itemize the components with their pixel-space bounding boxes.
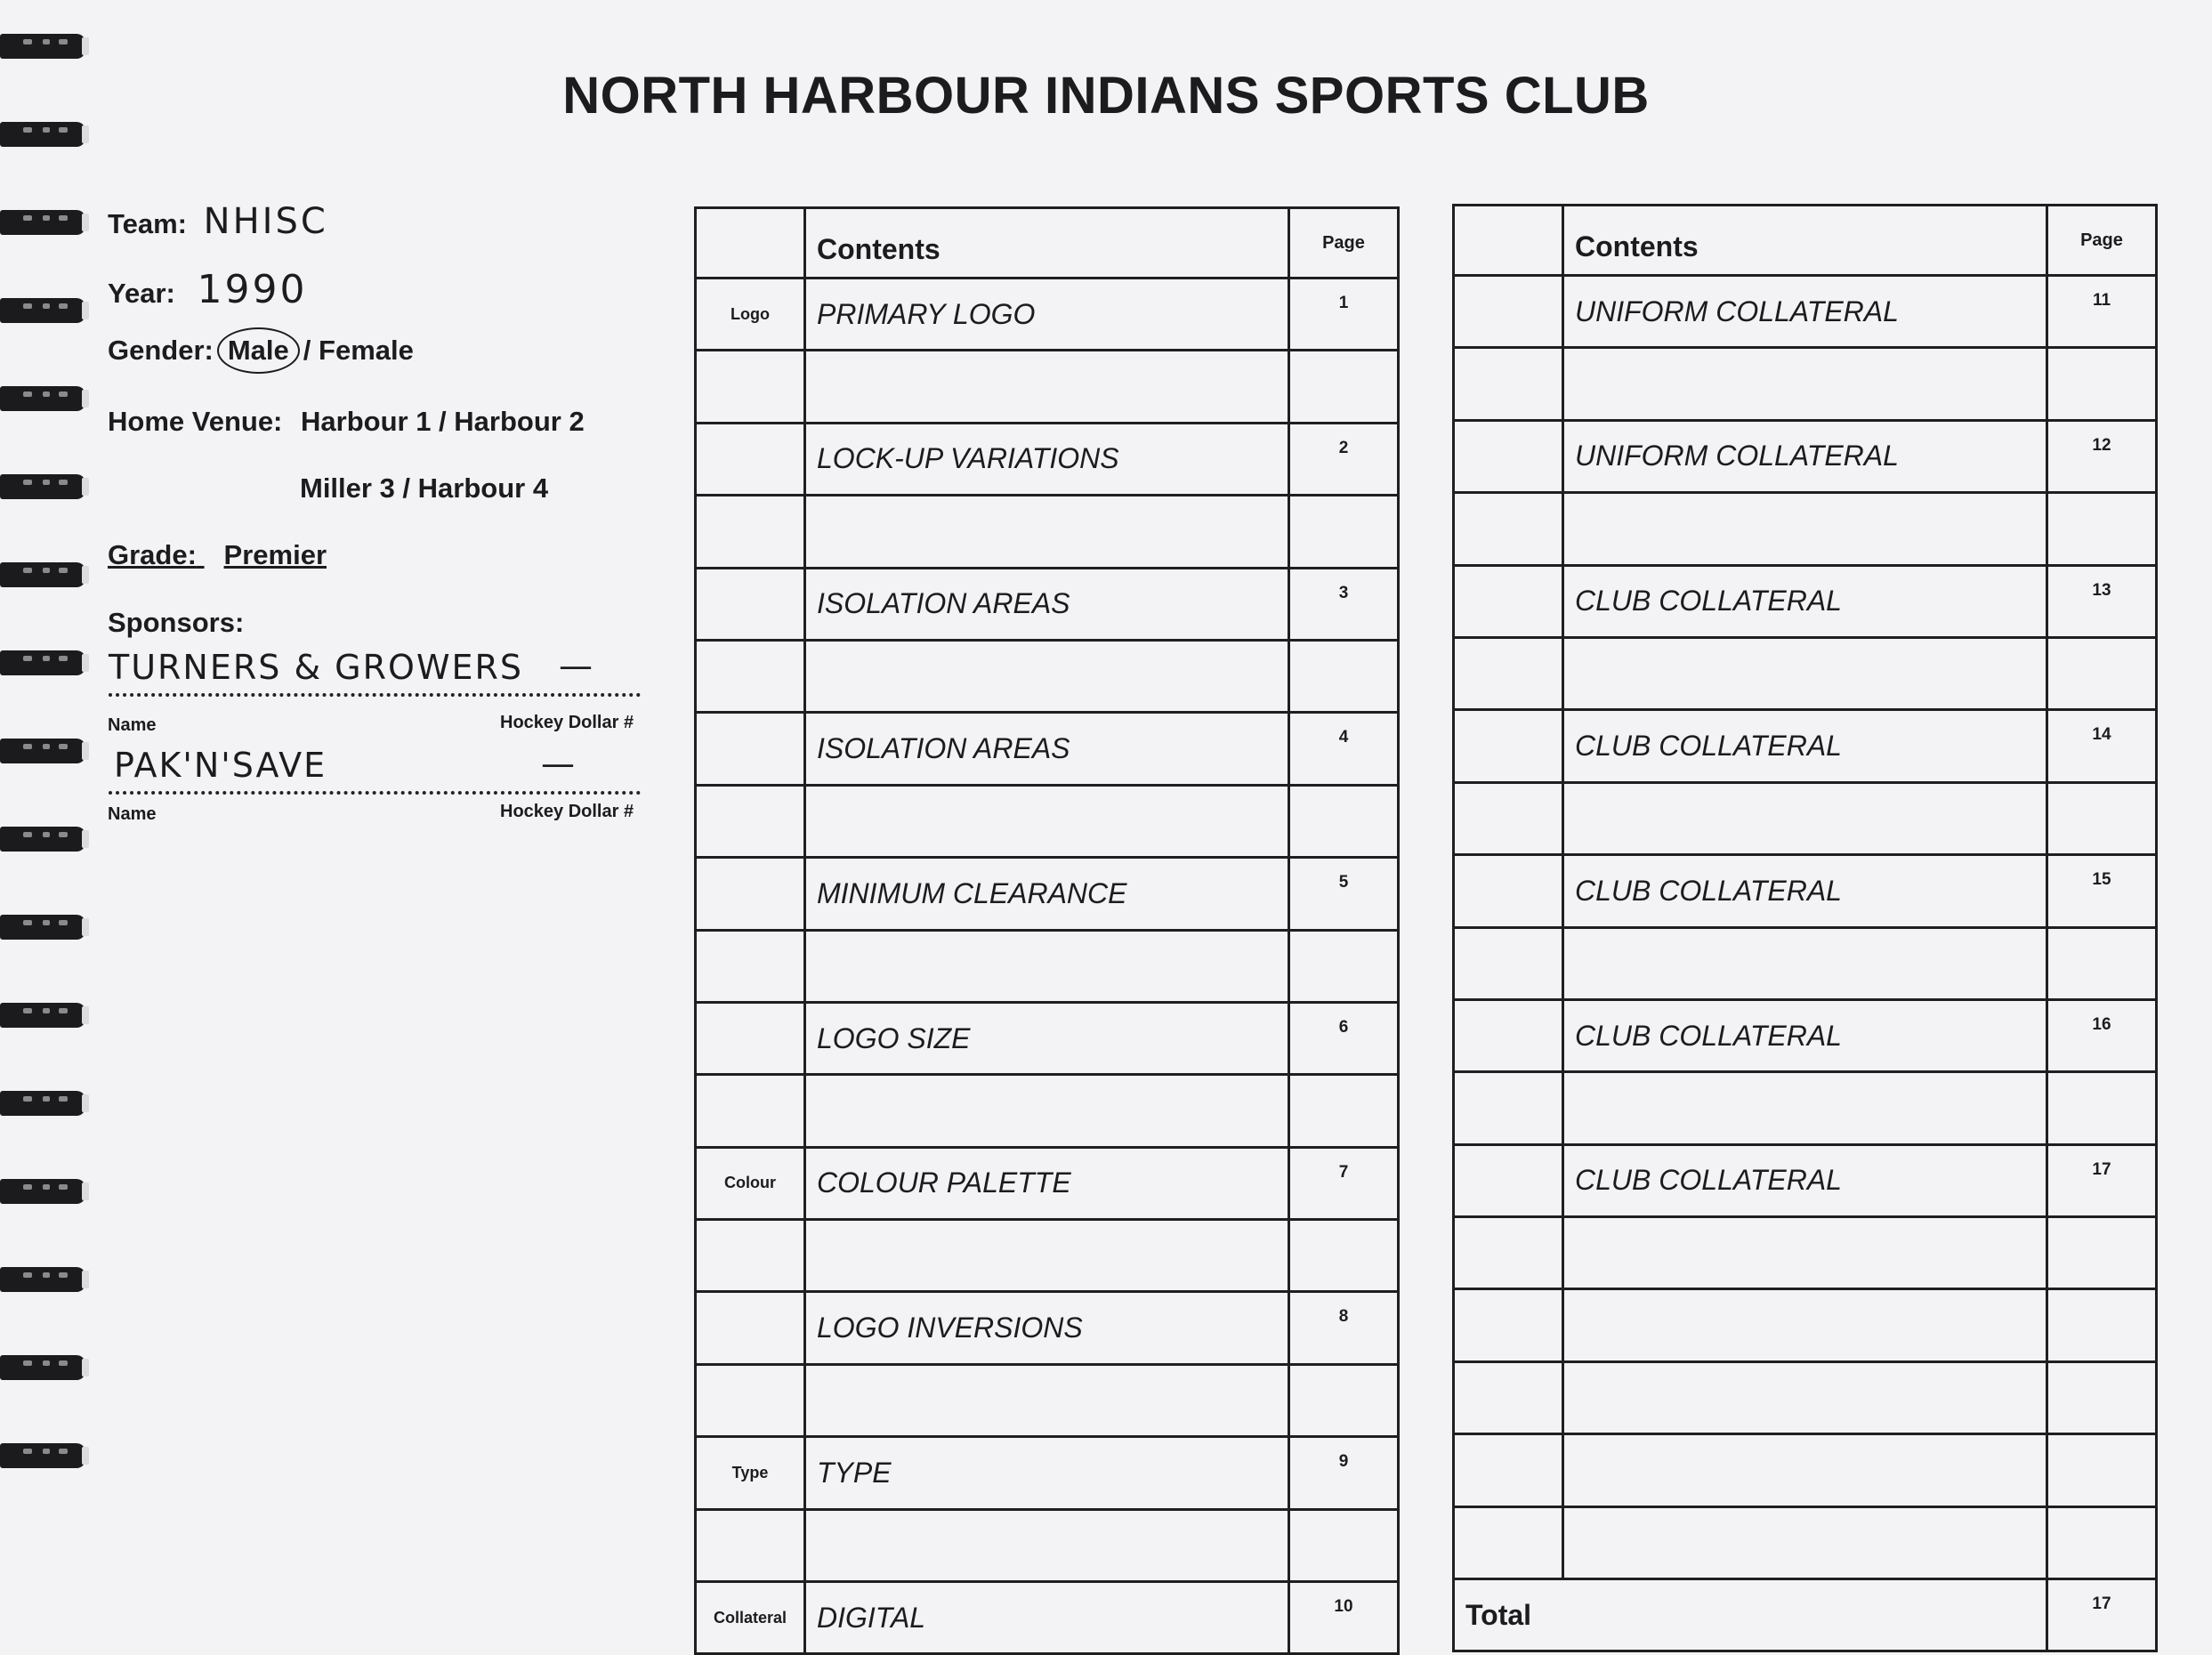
spiral-ring <box>0 1172 91 1209</box>
section-label <box>696 568 805 640</box>
page-number <box>2047 927 2157 999</box>
contents-cell: PRIMARY LOGO <box>805 279 1289 351</box>
table-row <box>696 785 1399 857</box>
team-value: NHISC <box>203 201 328 242</box>
page-number: 13 <box>2047 565 2157 637</box>
sponsor-2-line <box>109 791 641 795</box>
page-number <box>1289 640 1399 712</box>
contents-cell <box>1563 927 2047 999</box>
table-row <box>696 1220 1399 1292</box>
table-row <box>696 713 1399 785</box>
header-contents: Contents <box>805 208 1289 279</box>
spiral-ring <box>0 996 91 1033</box>
section-label <box>1454 855 1563 927</box>
table-row <box>1454 1289 2157 1361</box>
section-label <box>1454 1289 1563 1361</box>
section-label <box>696 930 805 1002</box>
table-row <box>696 1292 1399 1364</box>
table-row <box>696 1002 1399 1074</box>
total-label: Total <box>1454 1579 2047 1651</box>
contents-cell <box>805 351 1289 423</box>
contents-cell <box>805 640 1289 712</box>
table-row <box>1454 493 2157 565</box>
table-row <box>696 496 1399 568</box>
contents-cell <box>1563 1434 2047 1506</box>
section-label <box>1454 999 1563 1071</box>
table-row <box>696 279 1399 351</box>
contents-cell <box>805 496 1289 568</box>
table-row <box>1454 1072 2157 1144</box>
table-header-row <box>1454 206 2157 276</box>
table-row <box>1454 565 2157 637</box>
page-number: 15 <box>2047 855 2157 927</box>
page-number: 16 <box>2047 999 2157 1071</box>
page-number <box>2047 1506 2157 1578</box>
section-label <box>1454 276 1563 348</box>
sponsor-1-line <box>109 693 641 697</box>
spiral-binding <box>0 0 98 1519</box>
grade-label: Grade: <box>108 539 197 570</box>
contents-cell: ISOLATION AREAS <box>805 713 1289 785</box>
gender-label: Gender: <box>108 335 214 366</box>
sponsor-2-name: PAK'N'SAVE <box>114 746 327 785</box>
page-number <box>2047 1361 2157 1433</box>
page-number <box>2047 1072 2157 1144</box>
page-number <box>2047 1434 2157 1506</box>
page-number: 17 <box>2047 1144 2157 1216</box>
contents-cell: LOGO INVERSIONS <box>805 1292 1289 1364</box>
section-label <box>696 423 805 495</box>
page-number <box>2047 1289 2157 1361</box>
table-row <box>696 1509 1399 1581</box>
contents-cell <box>805 1364 1289 1436</box>
page-number <box>1289 496 1399 568</box>
contents-cell <box>1563 1072 2047 1144</box>
total-page: 17 <box>2047 1579 2157 1651</box>
page-number <box>2047 637 2157 709</box>
table-row <box>696 1582 1399 1654</box>
table-row <box>1454 855 2157 927</box>
gender-row <box>108 327 414 374</box>
team-row <box>108 201 328 242</box>
contents-cell: CLUB COLLATERAL <box>1563 999 2047 1071</box>
table-row <box>1454 1361 2157 1433</box>
table-row <box>1454 1144 2157 1216</box>
page-number: 6 <box>1289 1002 1399 1074</box>
contents-cell: UNIFORM COLLATERAL <box>1563 420 2047 492</box>
section-label <box>1454 420 1563 492</box>
contents-table-right <box>1452 204 2158 1652</box>
sponsor-1-dollar-label: Hockey Dollar # <box>500 713 634 732</box>
page-number <box>1289 1075 1399 1147</box>
contents-cell <box>805 785 1289 857</box>
year-label: Year: <box>108 278 175 309</box>
table-row <box>696 1147 1399 1219</box>
page-number: 5 <box>1289 858 1399 930</box>
contents-cell <box>1563 637 2047 709</box>
table-header-row <box>696 208 1399 279</box>
section-label <box>696 496 805 568</box>
contents-cell <box>805 1220 1289 1292</box>
page-number <box>2047 1217 2157 1289</box>
contents-cell: CLUB COLLATERAL <box>1563 855 2047 927</box>
spiral-ring <box>0 379 91 416</box>
page-number: 7 <box>1289 1147 1399 1219</box>
page-number: 4 <box>1289 713 1399 785</box>
contents-cell <box>1563 1506 2047 1578</box>
contents-cell <box>805 930 1289 1002</box>
section-label <box>1454 1072 1563 1144</box>
spiral-ring <box>0 203 91 240</box>
section-label <box>696 713 805 785</box>
section-label <box>696 640 805 712</box>
table-row <box>696 858 1399 930</box>
sponsor-2-dollar: — <box>541 744 577 783</box>
sponsor-1-name-label: Name <box>108 715 157 735</box>
section-label <box>1454 637 1563 709</box>
contents-cell <box>1563 782 2047 854</box>
section-label <box>1454 1361 1563 1433</box>
table-row <box>1454 1506 2157 1578</box>
contents-cell: MINIMUM CLEARANCE <box>805 858 1289 930</box>
table-row <box>1454 999 2157 1071</box>
contents-cell: UNIFORM COLLATERAL <box>1563 276 2047 348</box>
grade-value: Premier <box>223 539 327 570</box>
section-label <box>1454 493 1563 565</box>
spiral-ring <box>0 467 91 505</box>
table-row <box>696 1075 1399 1147</box>
table-row <box>1454 637 2157 709</box>
contents-cell <box>1563 493 2047 565</box>
contents-cell: CLUB COLLATERAL <box>1563 1144 2047 1216</box>
section-label <box>696 1220 805 1292</box>
spiral-ring <box>0 908 91 945</box>
section-label <box>696 785 805 857</box>
section-label: Collateral <box>696 1582 805 1654</box>
contents-cell: CLUB COLLATERAL <box>1563 565 2047 637</box>
sponsor-2-dollar-label: Hockey Dollar # <box>500 802 634 821</box>
page-number <box>1289 1509 1399 1581</box>
table-row <box>696 568 1399 640</box>
contents-cell: CLUB COLLATERAL <box>1563 710 2047 782</box>
page-number: 2 <box>1289 423 1399 495</box>
section-label <box>1454 1217 1563 1289</box>
page-number: 3 <box>1289 568 1399 640</box>
contents-cell <box>805 1509 1289 1581</box>
section-label <box>1454 782 1563 854</box>
venue-line1: Harbour 1 / Harbour 2 <box>301 406 585 437</box>
contents-cell <box>805 1075 1289 1147</box>
section-label <box>1454 710 1563 782</box>
section-label <box>696 1509 805 1581</box>
sponsor-1-dollar: — <box>559 646 595 685</box>
page-number <box>1289 930 1399 1002</box>
gender-slash: / <box>303 335 311 366</box>
contents-cell <box>1563 1217 2047 1289</box>
table-row <box>696 423 1399 495</box>
spiral-ring <box>0 1436 91 1473</box>
page-number: 14 <box>2047 710 2157 782</box>
contents-cell: TYPE <box>805 1437 1289 1509</box>
venue-line2: Miller 3 / Harbour 4 <box>300 472 549 504</box>
table-row <box>1454 1434 2157 1506</box>
table-row <box>1454 710 2157 782</box>
table-row <box>1454 420 2157 492</box>
table-row <box>1454 1217 2157 1289</box>
section-label <box>1454 1434 1563 1506</box>
grade-row <box>108 539 327 571</box>
contents-cell: DIGITAL <box>805 1582 1289 1654</box>
spiral-ring <box>0 27 91 64</box>
table-row <box>696 1437 1399 1509</box>
page-number: 11 <box>2047 276 2157 348</box>
table-row <box>696 930 1399 1002</box>
section-label <box>696 1364 805 1436</box>
header-contents: Contents <box>1563 206 2047 276</box>
section-label: Type <box>696 1437 805 1509</box>
page-number: 9 <box>1289 1437 1399 1509</box>
section-label: Colour <box>696 1147 805 1219</box>
section-label <box>1454 565 1563 637</box>
table-row <box>1454 927 2157 999</box>
page-number <box>2047 348 2157 420</box>
table-row <box>696 351 1399 423</box>
gender-male-circled: Male <box>217 327 300 374</box>
spiral-ring <box>0 731 91 769</box>
section-label <box>696 1075 805 1147</box>
page-number <box>1289 351 1399 423</box>
spiral-ring <box>0 1348 91 1385</box>
header-page: Page <box>2047 206 2157 276</box>
table-row <box>1454 782 2157 854</box>
section-label <box>696 351 805 423</box>
year-row <box>108 267 307 312</box>
page-number: 10 <box>1289 1582 1399 1654</box>
sponsors-label: Sponsors: <box>108 607 245 638</box>
section-label <box>1454 348 1563 420</box>
table-row <box>696 640 1399 712</box>
spiral-ring <box>0 643 91 681</box>
contents-cell: LOCK-UP VARIATIONS <box>805 423 1289 495</box>
contents-cell: ISOLATION AREAS <box>805 568 1289 640</box>
page-title: NORTH HARBOUR INDIANS SPORTS CLUB <box>562 67 1650 125</box>
section-label <box>1454 927 1563 999</box>
header-label-cell <box>1454 206 1563 276</box>
table-row <box>1454 276 2157 348</box>
total-row <box>1454 1579 2157 1651</box>
header-page: Page <box>1289 208 1399 279</box>
sponsor-2-name-label: Name <box>108 804 157 824</box>
team-label: Team: <box>108 208 188 239</box>
contents-cell <box>1563 1361 2047 1433</box>
section-label <box>696 858 805 930</box>
spiral-ring <box>0 291 91 328</box>
spiral-ring <box>0 1084 91 1121</box>
spiral-ring <box>0 555 91 593</box>
page-number <box>1289 1364 1399 1436</box>
page-number: 1 <box>1289 279 1399 351</box>
section-label <box>696 1292 805 1364</box>
page-number <box>2047 782 2157 854</box>
gender-female: Female <box>319 335 414 366</box>
contents-cell: COLOUR PALETTE <box>805 1147 1289 1219</box>
section-label <box>1454 1506 1563 1578</box>
page-number <box>1289 1220 1399 1292</box>
contents-cell <box>1563 1289 2047 1361</box>
contents-cell: LOGO SIZE <box>805 1002 1289 1074</box>
section-label <box>1454 1144 1563 1216</box>
contents-cell <box>1563 348 2047 420</box>
header-label-cell <box>696 208 805 279</box>
section-label: Logo <box>696 279 805 351</box>
venue-label: Home Venue: <box>108 406 283 437</box>
page-number: 8 <box>1289 1292 1399 1364</box>
year-value: 1990 <box>197 267 308 312</box>
spiral-ring <box>0 819 91 857</box>
spiral-ring <box>0 1260 91 1297</box>
page-number <box>1289 785 1399 857</box>
table-row <box>696 1364 1399 1436</box>
page-number <box>2047 493 2157 565</box>
contents-table-left <box>694 206 1400 1655</box>
section-label <box>696 1002 805 1074</box>
table-row <box>1454 348 2157 420</box>
sponsor-1-name: TURNERS & GROWERS <box>109 648 524 687</box>
page-number: 12 <box>2047 420 2157 492</box>
venue-row <box>108 406 585 438</box>
